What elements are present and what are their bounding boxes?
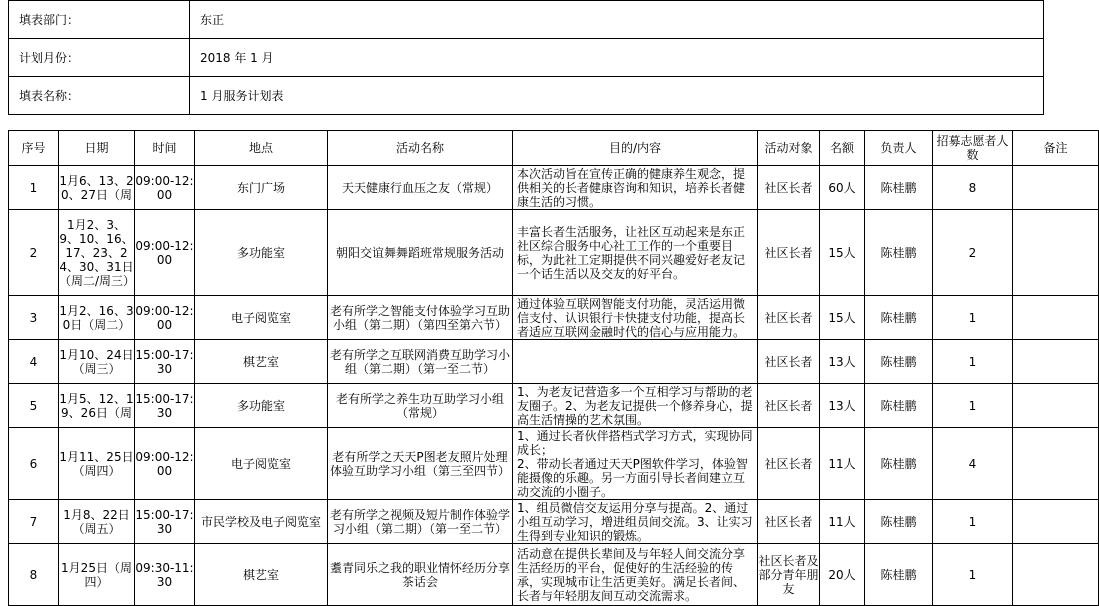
col-header-target: 活动对象: [758, 131, 820, 166]
table-row: [9, 166, 1099, 210]
cell-time: 09:00-12:00: [135, 428, 195, 500]
cell-date: 1月6、13、20、27日（周: [59, 166, 135, 210]
cell-place: 多功能室: [195, 210, 328, 296]
cell-volunteers: 1: [933, 296, 1013, 340]
cell-quota: 15人: [820, 210, 865, 296]
cell-owner: 陈桂鹏: [865, 210, 933, 296]
cell-date: 1月25日（周四）: [59, 544, 135, 606]
cell-time: 15:00-17:30: [135, 500, 195, 544]
cell-quota: 11人: [820, 428, 865, 500]
cell-activity: 老有所学之视频及短片制作体验学习小组（第二期）（第一至二节）: [328, 500, 513, 544]
cell-volunteers: 1: [933, 500, 1013, 544]
cell-seq: 8: [9, 544, 59, 606]
col-header-seq: 序号: [9, 131, 59, 166]
cell-seq: 6: [9, 428, 59, 500]
form-header-table: [8, 0, 1044, 115]
cell-time: 09:30-11:30: [135, 544, 195, 606]
cell-seq: 3: [9, 296, 59, 340]
cell-time: 15:00-17:30: [135, 384, 195, 428]
cell-place: 市民学校及电子阅览室: [195, 500, 328, 544]
cell-volunteers: 1: [933, 544, 1013, 606]
table-row: [9, 384, 1099, 428]
table-body: [9, 166, 1099, 606]
col-header-date: 日期: [59, 131, 135, 166]
header-row-dept: [9, 1, 1044, 39]
cell-remark: [1013, 544, 1099, 606]
cell-seq: 2: [9, 210, 59, 296]
cell-seq: 7: [9, 500, 59, 544]
cell-activity: 耋青同乐之我的职业情怀经历分享茶话会: [328, 544, 513, 606]
cell-purpose: 1、组员微信交友运用分享与提高。2、通过小组互动学习，增进组员间交流。3、让实习生得到专业知识的锻炼。: [513, 500, 758, 544]
cell-quota: 13人: [820, 340, 865, 384]
header-row-month: [9, 39, 1044, 77]
cell-remark: [1013, 384, 1099, 428]
service-plan-table: [8, 130, 1099, 606]
cell-owner: 陈桂鹏: [865, 166, 933, 210]
cell-volunteers: 1: [933, 384, 1013, 428]
cell-purpose: 1、通过长者伙伴搭档式学习方式，实现协同成长； 2、带动长者通过天天P图软件学习，体验智能摄像的乐趣。另一方面引导长者间建立互动交流的小圈子。: [513, 428, 758, 500]
cell-place: 东门广场: [195, 166, 328, 210]
cell-owner: 陈桂鹏: [865, 500, 933, 544]
dept-value: 东正: [190, 1, 1044, 39]
cell-activity: 老有所学之智能支付体验学习互助小组（第二期）（第四至第六节）: [328, 296, 513, 340]
cell-target: 社区长者: [758, 166, 820, 210]
col-header-activity: 活动名称: [328, 131, 513, 166]
table-row: [9, 340, 1099, 384]
cell-owner: 陈桂鹏: [865, 340, 933, 384]
col-header-remark: 备注: [1013, 131, 1099, 166]
col-header-purpose: 目的/内容: [513, 131, 758, 166]
cell-place: 棋艺室: [195, 340, 328, 384]
table-row: [9, 500, 1099, 544]
cell-target: 社区长者: [758, 296, 820, 340]
cell-remark: [1013, 210, 1099, 296]
cell-activity: 老有所学之天天P图老友照片处理体验互助学习小组（第三至四节）: [328, 428, 513, 500]
cell-target: 社区长者: [758, 500, 820, 544]
col-header-time: 时间: [135, 131, 195, 166]
cell-volunteers: 8: [933, 166, 1013, 210]
cell-remark: [1013, 500, 1099, 544]
cell-owner: 陈桂鹏: [865, 544, 933, 606]
cell-owner: 陈桂鹏: [865, 384, 933, 428]
cell-activity: 朝阳交谊舞舞蹈班常规服务活动: [328, 210, 513, 296]
dept-label: 填表部门：: [9, 1, 190, 39]
cell-activity: 天天健康行血压之友（常规）: [328, 166, 513, 210]
cell-purpose: 1、为老友记营造多一个互相学习与帮助的老友圈子。2、为老友记提供一个修养身心，提高生活情操的艺术氛围。: [513, 384, 758, 428]
cell-place: 电子阅览室: [195, 296, 328, 340]
table-row: [9, 210, 1099, 296]
cell-remark: [1013, 296, 1099, 340]
cell-time: 09:00-12:00: [135, 296, 195, 340]
cell-quota: 60人: [820, 166, 865, 210]
month-label: 计划月份：: [9, 39, 190, 77]
cell-quota: 13人: [820, 384, 865, 428]
cell-seq: 1: [9, 166, 59, 210]
cell-date: 1月10、24日（周三）: [59, 340, 135, 384]
col-header-place: 地点: [195, 131, 328, 166]
cell-place: 棋艺室: [195, 544, 328, 606]
cell-target: 社区长者: [758, 210, 820, 296]
cell-activity: 老有所学之养生功互助学习小组（常规）: [328, 384, 513, 428]
cell-date: 1月5、12、19、26日（周: [59, 384, 135, 428]
cell-activity: 老有所学之互联网消费互助学习小组（第二期）（第一至二节）: [328, 340, 513, 384]
col-header-volunteers: 招募志愿者人数: [933, 131, 1013, 166]
month-value: 2018 年 1 月: [190, 39, 1044, 77]
cell-volunteers: 1: [933, 340, 1013, 384]
cell-volunteers: 2: [933, 210, 1013, 296]
cell-quota: 20人: [820, 544, 865, 606]
cell-target: 社区长者: [758, 340, 820, 384]
col-header-owner: 负责人: [865, 131, 933, 166]
cell-time: 09:00-12:00: [135, 210, 195, 296]
form-name-value: 1 月服务计划表: [190, 77, 1044, 115]
cell-date: 1月8、22日（周五）: [59, 500, 135, 544]
form-name-label: 填表名称：: [9, 77, 190, 115]
cell-place: 多功能室: [195, 384, 328, 428]
cell-volunteers: 4: [933, 428, 1013, 500]
cell-owner: 陈桂鹏: [865, 296, 933, 340]
cell-purpose: 本次活动旨在宣传正确的健康养生观念，提供相关的长者健康咨询和知识，培养长者健康生活的习惯。: [513, 166, 758, 210]
table-row: [9, 296, 1099, 340]
cell-time: 09:00-12:00: [135, 166, 195, 210]
cell-date: 1月2、3、9、10、16、17、23、24、30、31日（周二/周三）: [59, 210, 135, 296]
cell-date: 1月11、25日（周四）: [59, 428, 135, 500]
cell-purpose: [513, 340, 758, 384]
cell-target: 社区长者: [758, 428, 820, 500]
cell-quota: 15人: [820, 296, 865, 340]
cell-target: 社区长者: [758, 384, 820, 428]
cell-place: 电子阅览室: [195, 428, 328, 500]
header-row-name: [9, 77, 1044, 115]
cell-remark: [1013, 166, 1099, 210]
cell-purpose: 通过体验互联网智能支付功能，灵活运用微信支付、认识银行卡快捷支付功能，提高长者适应互联网金融时代的信心与应用能力。: [513, 296, 758, 340]
cell-remark: [1013, 340, 1099, 384]
cell-seq: 5: [9, 384, 59, 428]
cell-time: 15:00-17:30: [135, 340, 195, 384]
table-row: [9, 428, 1099, 500]
cell-purpose: 活动意在提供长辈间及与年轻人间交流分享生活经历的平台，促使好的生活经验的传承，实现城市让生活更美好。满足长者间、长者与年轻朋友间互动交流需求。: [513, 544, 758, 606]
cell-purpose: 丰富长者生活服务，让社区互动起来是东正社区综合服务中心社工工作的一个重要目标，为此社工定期提供不同兴趣爱好老友记一个话生活以及交友的好平台。: [513, 210, 758, 296]
cell-seq: 4: [9, 340, 59, 384]
cell-quota: 11人: [820, 500, 865, 544]
cell-date: 1月2、16、30日（周二）: [59, 296, 135, 340]
table-header-row: [9, 131, 1099, 166]
cell-owner: 陈桂鹏: [865, 428, 933, 500]
col-header-quota: 名额: [820, 131, 865, 166]
cell-target: 社区长者及部分青年朋友: [758, 544, 820, 606]
table-row: [9, 544, 1099, 606]
cell-remark: [1013, 428, 1099, 500]
